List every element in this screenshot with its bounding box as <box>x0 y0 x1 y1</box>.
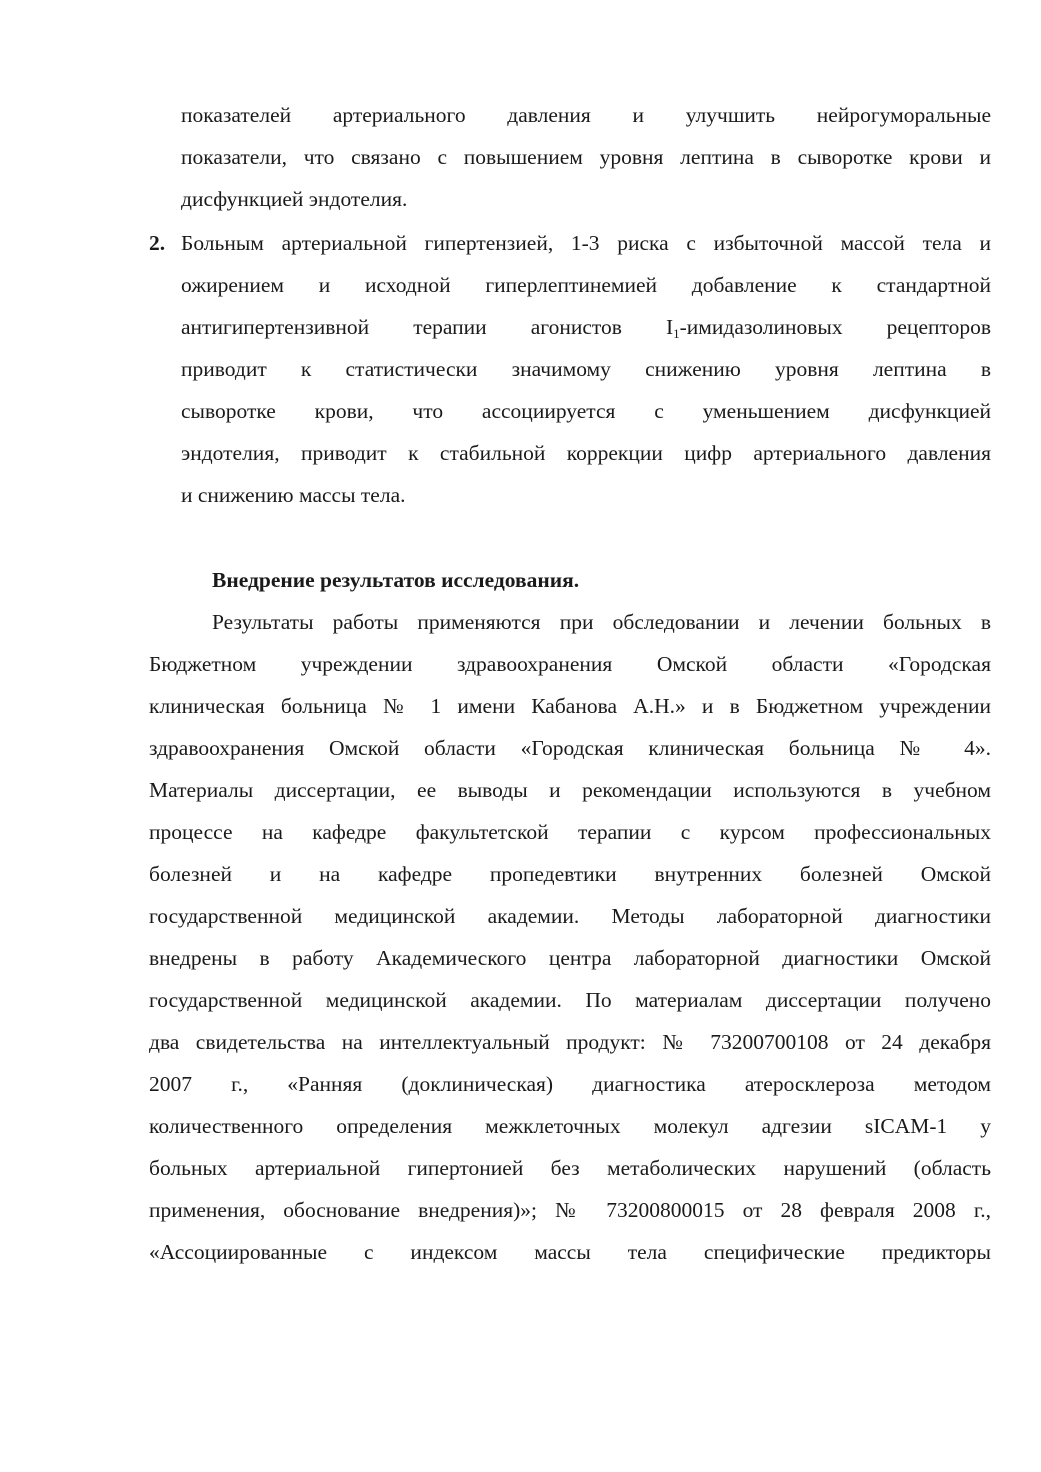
text-line: ожирением и исходной гиперлептинемией добавление к стандартной <box>181 273 991 297</box>
text-line: и снижению массы тела. <box>181 483 406 507</box>
text-line: государственной медицинской академии. Методы лабораторной диагностики <box>149 904 991 928</box>
text-line: Больным артериальной гипертензией, 1-3 риска с избыточной массой тела и <box>181 231 991 255</box>
text-line: болезней и на кафедре пропедевтики внутренних болезней Омской <box>149 862 991 886</box>
text-line <box>181 313 991 341</box>
text-line: показателей артериального давления и улучшить нейрогуморальные <box>181 103 991 127</box>
text-line: больных артериальной гипертонией без метаболических нарушений (область <box>149 1156 991 1180</box>
text-line: клиническая больница № 1 имени Кабанова А.Н.» и в Бюджетном учреждении <box>149 694 991 718</box>
subscript: 1 <box>673 326 680 341</box>
section-heading: Внедрение результатов исследования. <box>212 568 580 592</box>
text-line: применения, обоснование внедрения)»; № 73200800015 от 28 февраля 2008 г., <box>149 1198 991 1222</box>
text-line: сыворотке крови, что ассоциируется с уменьшением дисфункцией <box>181 399 991 423</box>
text-line: эндотелия, приводит к стабильной коррекции цифр артериального давления <box>181 441 991 465</box>
text-line: два свидетельства на интеллектуальный продукт: № 73200700108 от 24 декабря <box>149 1030 991 1054</box>
text-line: 2007 г., «Ранняя (доклиническая) диагностика атеросклероза методом <box>149 1072 991 1096</box>
list-number: 2. <box>149 231 166 255</box>
text-line: количественного определения межклеточных молекул адгезии sICAM-1 у <box>149 1114 991 1138</box>
text-line: приводит к статистически значимому снижению уровня лептина в <box>181 357 991 381</box>
text-line: государственной медицинской академии. По материалам диссертации получено <box>149 988 991 1012</box>
text-fragment: антигипертензивной терапии агонистов I <box>181 315 674 339</box>
text-line: «Ассоциированные с индексом массы тела специфические предикторы <box>149 1240 991 1264</box>
text-line: показатели, что связано с повышением уровня лептина в сыворотке крови и <box>181 145 991 169</box>
text-line: процессе на кафедре факультетской терапии с курсом профессиональных <box>149 820 991 844</box>
text-line: Результаты работы применяются при обследовании и лечении больных в <box>212 610 991 634</box>
text-line: Материалы диссертации, ее выводы и рекомендации используются в учебном <box>149 778 991 802</box>
text-line: внедрены в работу Академического центра лабораторной диагностики Омской <box>149 946 991 970</box>
text-line: здравоохранения Омской области «Городская клиническая больница № 4». <box>149 736 991 760</box>
text-fragment: -имидазолиновых рецепторов <box>679 315 992 339</box>
text-line: Бюджетном учреждении здравоохранения Омской области «Городская <box>149 652 991 676</box>
text-line: дисфункцией эндотелия. <box>181 187 408 211</box>
